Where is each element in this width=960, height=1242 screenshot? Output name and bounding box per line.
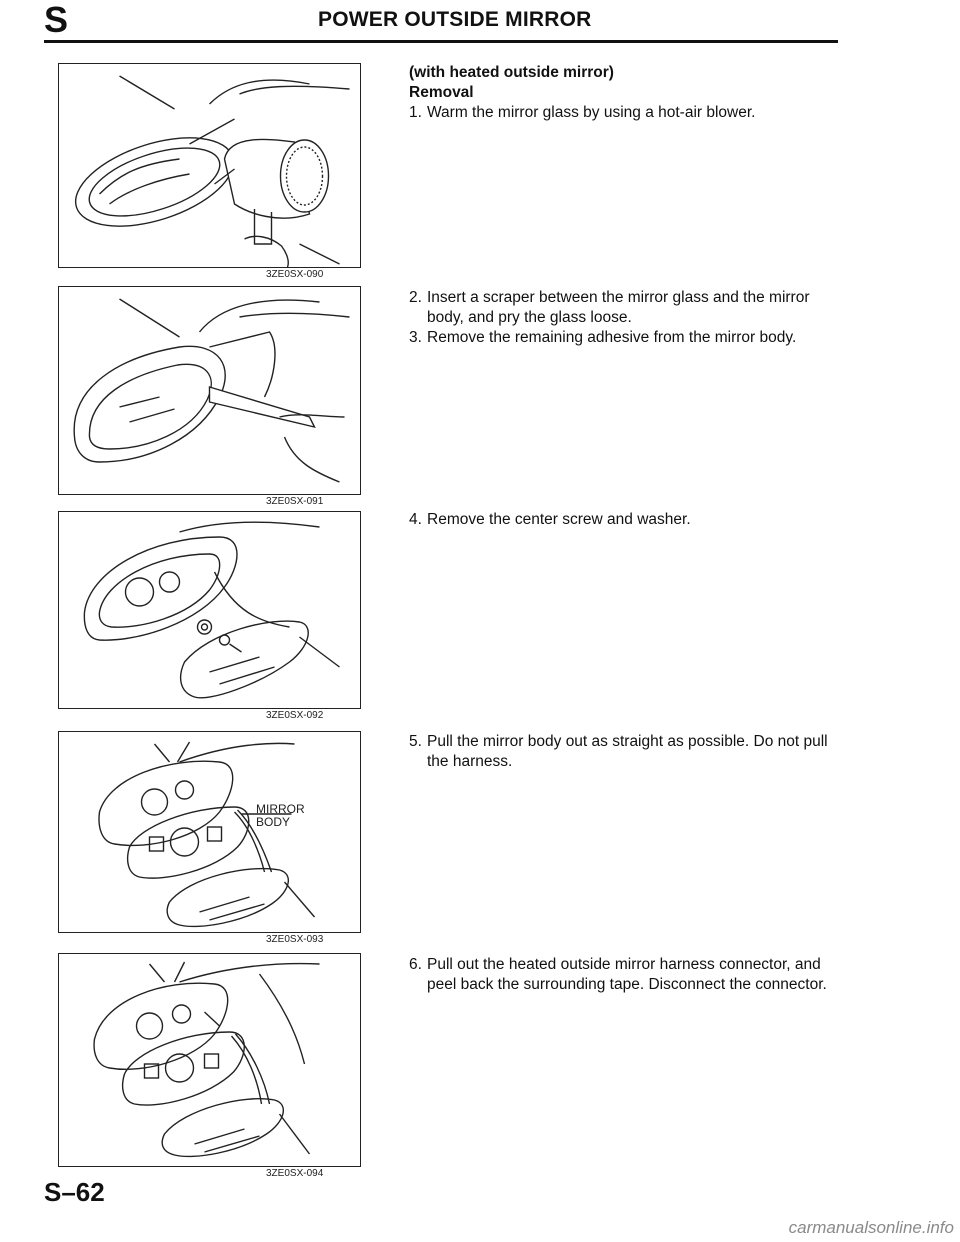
section-subtitle: (with heated outside mirror) bbox=[409, 64, 614, 81]
intro-block bbox=[409, 63, 844, 103]
figure-code: 3ZE0SX-090 bbox=[266, 269, 324, 280]
figure-code: 3ZE0SX-094 bbox=[266, 1168, 324, 1179]
figure-center-screw bbox=[58, 511, 361, 709]
step-1 bbox=[409, 103, 849, 123]
figure-code: 3ZE0SX-091 bbox=[266, 496, 324, 507]
step-text: Pull out the heated outside mirror harness connector, and peel back the surrounding tape. Disconnect the connector. bbox=[427, 956, 827, 993]
step-number: 6. bbox=[409, 956, 422, 973]
step-number: 5. bbox=[409, 733, 422, 750]
step-text: Insert a scraper between the mirror glass and the mirror body, and pry the glass loose. bbox=[427, 289, 810, 326]
step-number: 1. bbox=[409, 104, 422, 121]
figure-scraper bbox=[58, 286, 361, 495]
figure-harness-connector bbox=[58, 953, 361, 1167]
step-number: 4. bbox=[409, 511, 422, 528]
header-rule bbox=[44, 40, 838, 43]
mirror-body-illustration bbox=[59, 732, 360, 932]
callout-line-2: BODY bbox=[256, 815, 291, 829]
mirror-screw-illustration bbox=[59, 512, 360, 708]
section-letter: S bbox=[44, 0, 69, 40]
section-heading-removal: Removal bbox=[409, 84, 474, 101]
mirror-scraper-illustration bbox=[59, 287, 360, 494]
step-2 bbox=[409, 288, 849, 328]
page-number: S–62 bbox=[44, 1177, 105, 1207]
figure-mirror-body bbox=[58, 731, 361, 933]
page-title: POWER OUTSIDE MIRROR bbox=[318, 8, 592, 31]
step-text: Remove the center screw and washer. bbox=[427, 511, 691, 528]
mirror-blower-illustration bbox=[59, 64, 360, 267]
figure-hot-air-blower bbox=[58, 63, 361, 268]
mirror-connector-illustration bbox=[59, 954, 360, 1166]
step-number: 3. bbox=[409, 329, 422, 346]
figure-code: 3ZE0SX-092 bbox=[266, 710, 324, 721]
figure-code: 3ZE0SX-093 bbox=[266, 934, 324, 945]
mirror-body-callout bbox=[256, 803, 305, 829]
step-number: 2. bbox=[409, 289, 422, 306]
step-6 bbox=[409, 955, 849, 995]
step-text: Remove the remaining adhesive from the mirror body. bbox=[427, 329, 797, 346]
step-text: Pull the mirror body out as straight as possible. Do not pull the harness. bbox=[427, 733, 828, 770]
step-4 bbox=[409, 510, 849, 530]
step-text: Warm the mirror glass by using a hot-air blower. bbox=[427, 104, 756, 121]
step-3 bbox=[409, 328, 849, 348]
callout-line-1: MIRROR bbox=[256, 802, 305, 816]
step-5 bbox=[409, 732, 849, 772]
watermark: carmanualsonline.info bbox=[788, 1218, 954, 1237]
